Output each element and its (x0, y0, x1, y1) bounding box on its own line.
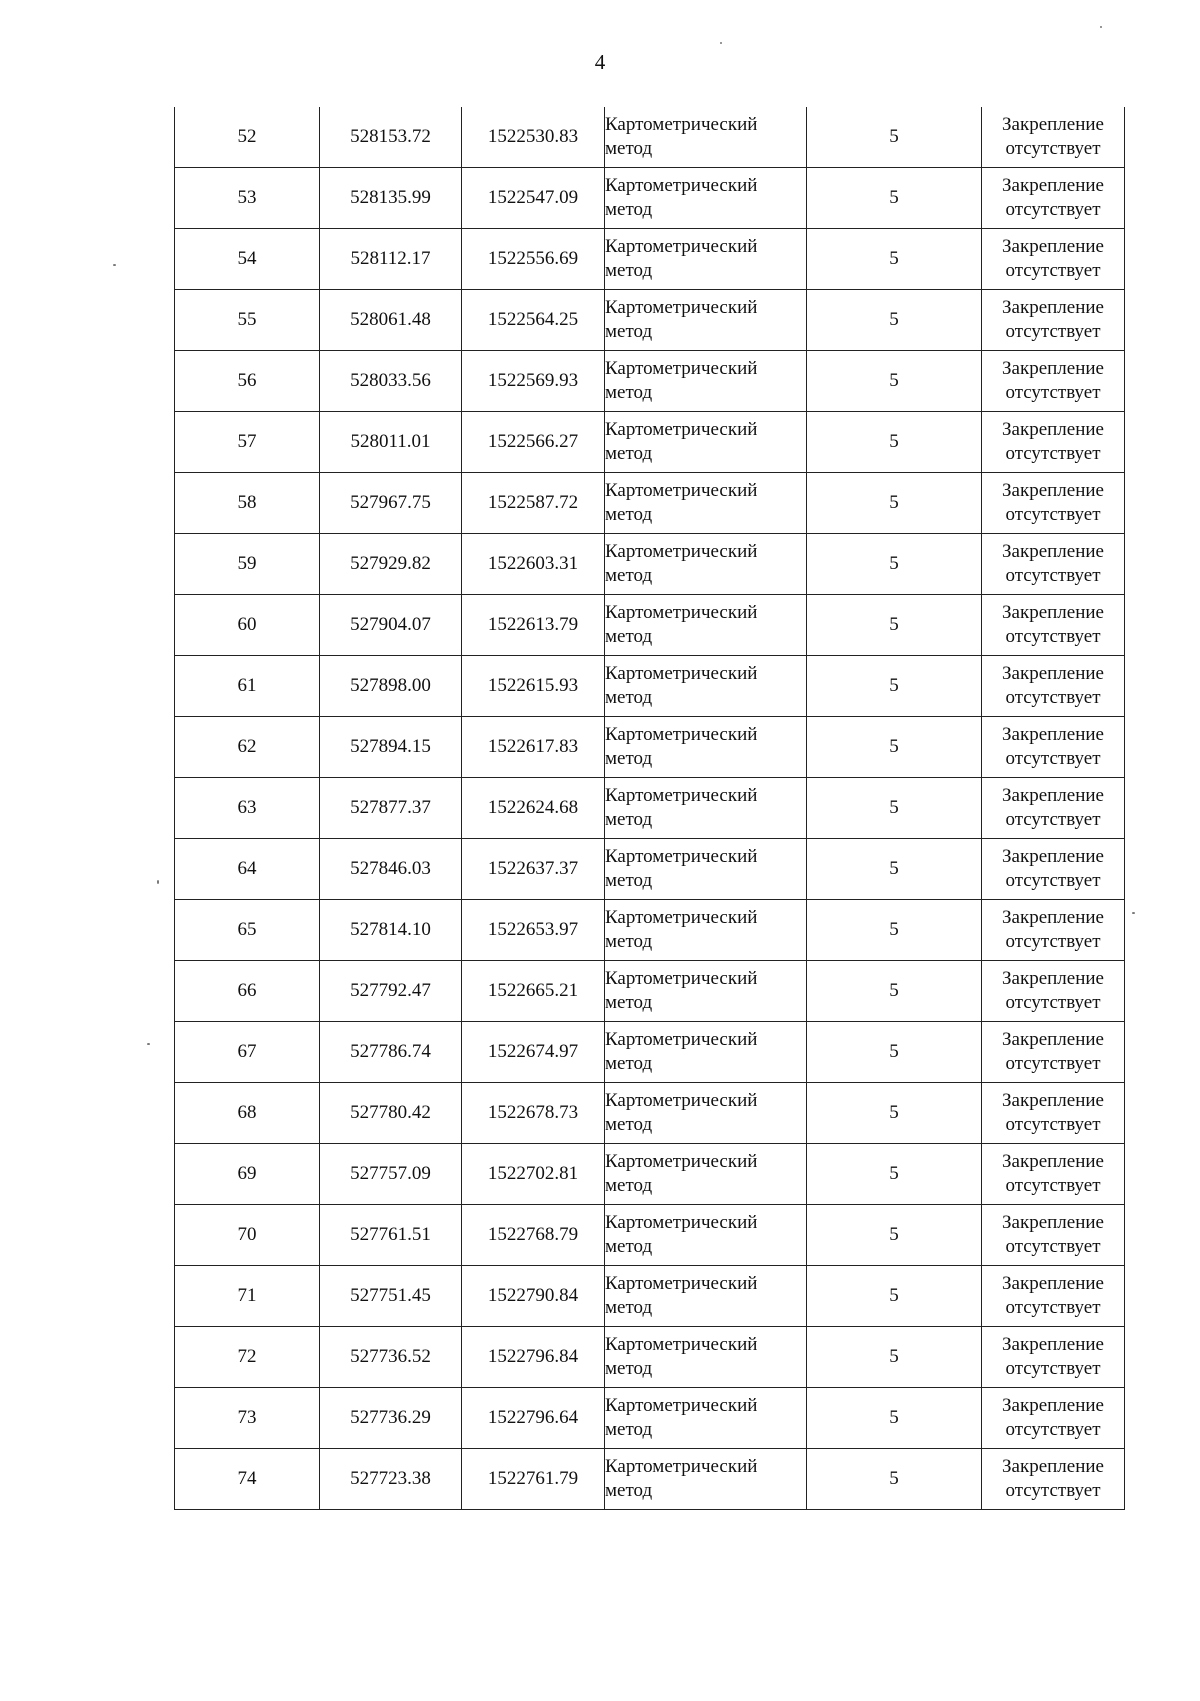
method-cell (605, 107, 807, 168)
method-text: Картометрический (605, 175, 758, 196)
fixing-cell (982, 351, 1125, 412)
fixing-cell (982, 717, 1125, 778)
fixing-cell (982, 473, 1125, 534)
table-row (175, 1022, 1125, 1083)
method-text: метод (605, 931, 653, 952)
table-row (175, 961, 1125, 1022)
x-coordinate-cell: 527761.51 (320, 1205, 462, 1266)
y-coordinate-cell: 1522587.72 (462, 473, 605, 534)
y-coordinate-cell: 1522613.79 (462, 595, 605, 656)
y-coordinate-cell: 1522569.93 (462, 351, 605, 412)
method-text: метод (605, 1297, 653, 1318)
error-cell: 5 (807, 168, 982, 229)
point-number-cell: 64 (175, 839, 320, 900)
x-coordinate-cell: 527751.45 (320, 1266, 462, 1327)
method-text: метод (605, 504, 653, 525)
point-number-cell: 54 (175, 229, 320, 290)
fixing-cell (982, 961, 1125, 1022)
fixing-text: отсутствует (1005, 504, 1101, 525)
x-coordinate-cell: 527846.03 (320, 839, 462, 900)
fixing-cell (982, 1022, 1125, 1083)
error-cell: 5 (807, 778, 982, 839)
fixing-text: Закрепление (1002, 785, 1104, 806)
x-coordinate-cell: 527814.10 (320, 900, 462, 961)
point-number-cell: 63 (175, 778, 320, 839)
x-coordinate-cell: 527723.38 (320, 1449, 462, 1510)
point-number-cell: 53 (175, 168, 320, 229)
y-coordinate-cell: 1522665.21 (462, 961, 605, 1022)
error-cell: 5 (807, 1205, 982, 1266)
fixing-cell (982, 168, 1125, 229)
fixing-text: отсутствует (1005, 1419, 1101, 1440)
fixing-text: Закрепление (1002, 1456, 1104, 1477)
table-row (175, 534, 1125, 595)
point-number-cell: 68 (175, 1083, 320, 1144)
table-row (175, 1449, 1125, 1510)
fixing-text: Закрепление (1002, 114, 1104, 135)
error-cell: 5 (807, 900, 982, 961)
table-row (175, 1205, 1125, 1266)
fixing-text: Закрепление (1002, 541, 1104, 562)
point-number-cell: 66 (175, 961, 320, 1022)
error-cell: 5 (807, 1449, 982, 1510)
fixing-text: Закрепление (1002, 1090, 1104, 1111)
table-row (175, 900, 1125, 961)
method-cell (605, 1144, 807, 1205)
scan-speck (1132, 912, 1135, 914)
method-text: метод (605, 199, 653, 220)
point-number-cell: 62 (175, 717, 320, 778)
point-number-cell: 69 (175, 1144, 320, 1205)
x-coordinate-cell: 527904.07 (320, 595, 462, 656)
table-row (175, 1144, 1125, 1205)
fixing-text: отсутствует (1005, 199, 1101, 220)
table-row (175, 595, 1125, 656)
point-number-cell: 71 (175, 1266, 320, 1327)
fixing-cell (982, 1449, 1125, 1510)
error-cell: 5 (807, 412, 982, 473)
fixing-text: Закрепление (1002, 419, 1104, 440)
method-text: Картометрический (605, 114, 758, 135)
point-number-cell: 67 (175, 1022, 320, 1083)
method-cell (605, 656, 807, 717)
point-number-cell: 65 (175, 900, 320, 961)
method-text: метод (605, 565, 653, 586)
fixing-cell (982, 900, 1125, 961)
method-text: метод (605, 1236, 653, 1257)
x-coordinate-cell: 527786.74 (320, 1022, 462, 1083)
method-cell (605, 961, 807, 1022)
error-cell: 5 (807, 1388, 982, 1449)
scan-speck (720, 42, 722, 44)
method-text: метод (605, 1419, 653, 1440)
fixing-cell (982, 412, 1125, 473)
method-cell (605, 1205, 807, 1266)
method-text: метод (605, 809, 653, 830)
fixing-text: Закрепление (1002, 175, 1104, 196)
error-cell: 5 (807, 1266, 982, 1327)
fixing-text: Закрепление (1002, 1334, 1104, 1355)
method-cell (605, 839, 807, 900)
y-coordinate-cell: 1522617.83 (462, 717, 605, 778)
method-text: Картометрический (605, 297, 758, 318)
method-cell (605, 229, 807, 290)
y-coordinate-cell: 1522796.84 (462, 1327, 605, 1388)
error-cell: 5 (807, 1144, 982, 1205)
method-text: Картометрический (605, 1212, 758, 1233)
error-cell: 5 (807, 961, 982, 1022)
scan-speck (147, 1043, 150, 1045)
fixing-cell (982, 595, 1125, 656)
error-cell: 5 (807, 290, 982, 351)
fixing-text: Закрепление (1002, 358, 1104, 379)
fixing-text: отсутствует (1005, 138, 1101, 159)
y-coordinate-cell: 1522790.84 (462, 1266, 605, 1327)
method-text: Картометрический (605, 602, 758, 623)
coordinates-table-body (175, 107, 1125, 1510)
table-row (175, 1083, 1125, 1144)
method-text: метод (605, 382, 653, 403)
x-coordinate-cell: 528112.17 (320, 229, 462, 290)
x-coordinate-cell: 527780.42 (320, 1083, 462, 1144)
fixing-text: отсутствует (1005, 1480, 1101, 1501)
y-coordinate-cell: 1522761.79 (462, 1449, 605, 1510)
point-number-cell: 56 (175, 351, 320, 412)
table-row (175, 168, 1125, 229)
x-coordinate-cell: 528033.56 (320, 351, 462, 412)
method-cell (605, 1449, 807, 1510)
method-text: Картометрический (605, 236, 758, 257)
fixing-text: Закрепление (1002, 480, 1104, 501)
fixing-text: отсутствует (1005, 260, 1101, 281)
y-coordinate-cell: 1522653.97 (462, 900, 605, 961)
error-cell: 5 (807, 473, 982, 534)
method-cell (605, 473, 807, 534)
fixing-cell (982, 1144, 1125, 1205)
x-coordinate-cell: 527792.47 (320, 961, 462, 1022)
y-coordinate-cell: 1522564.25 (462, 290, 605, 351)
fixing-cell (982, 778, 1125, 839)
y-coordinate-cell: 1522796.64 (462, 1388, 605, 1449)
fixing-text: отсутствует (1005, 443, 1101, 464)
x-coordinate-cell: 527894.15 (320, 717, 462, 778)
error-cell: 5 (807, 229, 982, 290)
table-row (175, 717, 1125, 778)
method-text: метод (605, 687, 653, 708)
fixing-text: отсутствует (1005, 1358, 1101, 1379)
method-text: метод (605, 443, 653, 464)
fixing-cell (982, 1388, 1125, 1449)
y-coordinate-cell: 1522530.83 (462, 107, 605, 168)
fixing-text: Закрепление (1002, 297, 1104, 318)
method-text: метод (605, 1114, 653, 1135)
fixing-text: Закрепление (1002, 602, 1104, 623)
point-number-cell: 55 (175, 290, 320, 351)
method-text: метод (605, 1053, 653, 1074)
y-coordinate-cell: 1522603.31 (462, 534, 605, 595)
method-text: Картометрический (605, 419, 758, 440)
fixing-text: отсутствует (1005, 992, 1101, 1013)
method-text: метод (605, 138, 653, 159)
point-number-cell: 74 (175, 1449, 320, 1510)
fixing-text: Закрепление (1002, 236, 1104, 257)
scan-speck (1100, 26, 1102, 28)
fixing-text: Закрепление (1002, 1273, 1104, 1294)
table-row (175, 1388, 1125, 1449)
y-coordinate-cell: 1522624.68 (462, 778, 605, 839)
error-cell: 5 (807, 534, 982, 595)
method-text: метод (605, 260, 653, 281)
y-coordinate-cell: 1522674.97 (462, 1022, 605, 1083)
error-cell: 5 (807, 107, 982, 168)
fixing-text: отсутствует (1005, 626, 1101, 647)
table-row (175, 473, 1125, 534)
table-row (175, 1266, 1125, 1327)
method-text: Картометрический (605, 846, 758, 867)
x-coordinate-cell: 527967.75 (320, 473, 462, 534)
method-text: метод (605, 870, 653, 891)
method-text: метод (605, 626, 653, 647)
method-text: Картометрический (605, 1273, 758, 1294)
fixing-text: отсутствует (1005, 1114, 1101, 1135)
method-text: Картометрический (605, 663, 758, 684)
fixing-text: отсутствует (1005, 870, 1101, 891)
page-number: 4 (594, 50, 606, 74)
method-text: метод (605, 1480, 653, 1501)
method-text: Картометрический (605, 1090, 758, 1111)
y-coordinate-cell: 1522637.37 (462, 839, 605, 900)
y-coordinate-cell: 1522702.81 (462, 1144, 605, 1205)
error-cell: 5 (807, 717, 982, 778)
fixing-cell (982, 839, 1125, 900)
method-text: Картометрический (605, 480, 758, 501)
fixing-cell (982, 107, 1125, 168)
method-text: Картометрический (605, 1395, 758, 1416)
fixing-cell (982, 1205, 1125, 1266)
y-coordinate-cell: 1522547.09 (462, 168, 605, 229)
fixing-text: отсутствует (1005, 1175, 1101, 1196)
y-coordinate-cell: 1522678.73 (462, 1083, 605, 1144)
x-coordinate-cell: 528011.01 (320, 412, 462, 473)
y-coordinate-cell: 1522556.69 (462, 229, 605, 290)
x-coordinate-cell: 528061.48 (320, 290, 462, 351)
point-number-cell: 61 (175, 656, 320, 717)
fixing-cell (982, 1327, 1125, 1388)
point-number-cell: 60 (175, 595, 320, 656)
method-cell (605, 778, 807, 839)
x-coordinate-cell: 527877.37 (320, 778, 462, 839)
fixing-text: отсутствует (1005, 565, 1101, 586)
method-text: Картометрический (605, 1456, 758, 1477)
method-text: Картометрический (605, 724, 758, 745)
point-number-cell: 59 (175, 534, 320, 595)
method-cell (605, 1266, 807, 1327)
fixing-text: Закрепление (1002, 907, 1104, 928)
x-coordinate-cell: 527736.52 (320, 1327, 462, 1388)
error-cell: 5 (807, 839, 982, 900)
x-coordinate-cell: 528153.72 (320, 107, 462, 168)
x-coordinate-cell: 527757.09 (320, 1144, 462, 1205)
method-text: Картометрический (605, 1334, 758, 1355)
fixing-text: отсутствует (1005, 931, 1101, 952)
method-cell (605, 351, 807, 412)
fixing-text: отсутствует (1005, 687, 1101, 708)
method-text: метод (605, 1175, 653, 1196)
y-coordinate-cell: 1522566.27 (462, 412, 605, 473)
fixing-text: Закрепление (1002, 724, 1104, 745)
table-row (175, 351, 1125, 412)
method-cell (605, 290, 807, 351)
method-cell (605, 717, 807, 778)
method-text: Картометрический (605, 907, 758, 928)
fixing-cell (982, 1266, 1125, 1327)
method-text: метод (605, 992, 653, 1013)
error-cell: 5 (807, 656, 982, 717)
table-row (175, 290, 1125, 351)
method-cell (605, 595, 807, 656)
fixing-text: Закрепление (1002, 1151, 1104, 1172)
method-text: Картометрический (605, 358, 758, 379)
scan-speck (113, 264, 116, 266)
fixing-cell (982, 1083, 1125, 1144)
fixing-cell (982, 290, 1125, 351)
method-text: метод (605, 748, 653, 769)
error-cell: 5 (807, 1022, 982, 1083)
table-row (175, 1327, 1125, 1388)
method-text: Картометрический (605, 1151, 758, 1172)
table-row (175, 656, 1125, 717)
method-text: метод (605, 321, 653, 342)
fixing-text: Закрепление (1002, 663, 1104, 684)
method-cell (605, 412, 807, 473)
error-cell: 5 (807, 351, 982, 412)
point-number-cell: 58 (175, 473, 320, 534)
x-coordinate-cell: 527929.82 (320, 534, 462, 595)
method-text: метод (605, 1358, 653, 1379)
fixing-text: отсутствует (1005, 1236, 1101, 1257)
point-number-cell: 70 (175, 1205, 320, 1266)
fixing-text: Закрепление (1002, 846, 1104, 867)
method-text: Картометрический (605, 968, 758, 989)
x-coordinate-cell: 527736.29 (320, 1388, 462, 1449)
table-row (175, 229, 1125, 290)
coordinates-table (174, 107, 1125, 1510)
method-cell (605, 1327, 807, 1388)
scan-speck (157, 880, 159, 884)
method-cell (605, 1083, 807, 1144)
method-cell (605, 1388, 807, 1449)
table-row (175, 778, 1125, 839)
y-coordinate-cell: 1522768.79 (462, 1205, 605, 1266)
x-coordinate-cell: 527898.00 (320, 656, 462, 717)
fixing-text: отсутствует (1005, 1053, 1101, 1074)
fixing-cell (982, 229, 1125, 290)
method-text: Картометрический (605, 541, 758, 562)
fixing-text: Закрепление (1002, 1395, 1104, 1416)
fixing-text: отсутствует (1005, 748, 1101, 769)
point-number-cell: 52 (175, 107, 320, 168)
fixing-cell (982, 534, 1125, 595)
error-cell: 5 (807, 595, 982, 656)
point-number-cell: 72 (175, 1327, 320, 1388)
method-cell (605, 534, 807, 595)
fixing-text: Закрепление (1002, 1212, 1104, 1233)
point-number-cell: 57 (175, 412, 320, 473)
fixing-text: отсутствует (1005, 382, 1101, 403)
method-cell (605, 900, 807, 961)
table-row (175, 107, 1125, 168)
method-text: Картометрический (605, 1029, 758, 1050)
fixing-text: Закрепление (1002, 968, 1104, 989)
method-cell (605, 168, 807, 229)
fixing-text: отсутствует (1005, 321, 1101, 342)
fixing-text: отсутствует (1005, 809, 1101, 830)
fixing-text: Закрепление (1002, 1029, 1104, 1050)
method-text: Картометрический (605, 785, 758, 806)
fixing-text: отсутствует (1005, 1297, 1101, 1318)
method-cell (605, 1022, 807, 1083)
table-row (175, 839, 1125, 900)
error-cell: 5 (807, 1083, 982, 1144)
table-row (175, 412, 1125, 473)
x-coordinate-cell: 528135.99 (320, 168, 462, 229)
fixing-cell (982, 656, 1125, 717)
point-number-cell: 73 (175, 1388, 320, 1449)
y-coordinate-cell: 1522615.93 (462, 656, 605, 717)
error-cell: 5 (807, 1327, 982, 1388)
